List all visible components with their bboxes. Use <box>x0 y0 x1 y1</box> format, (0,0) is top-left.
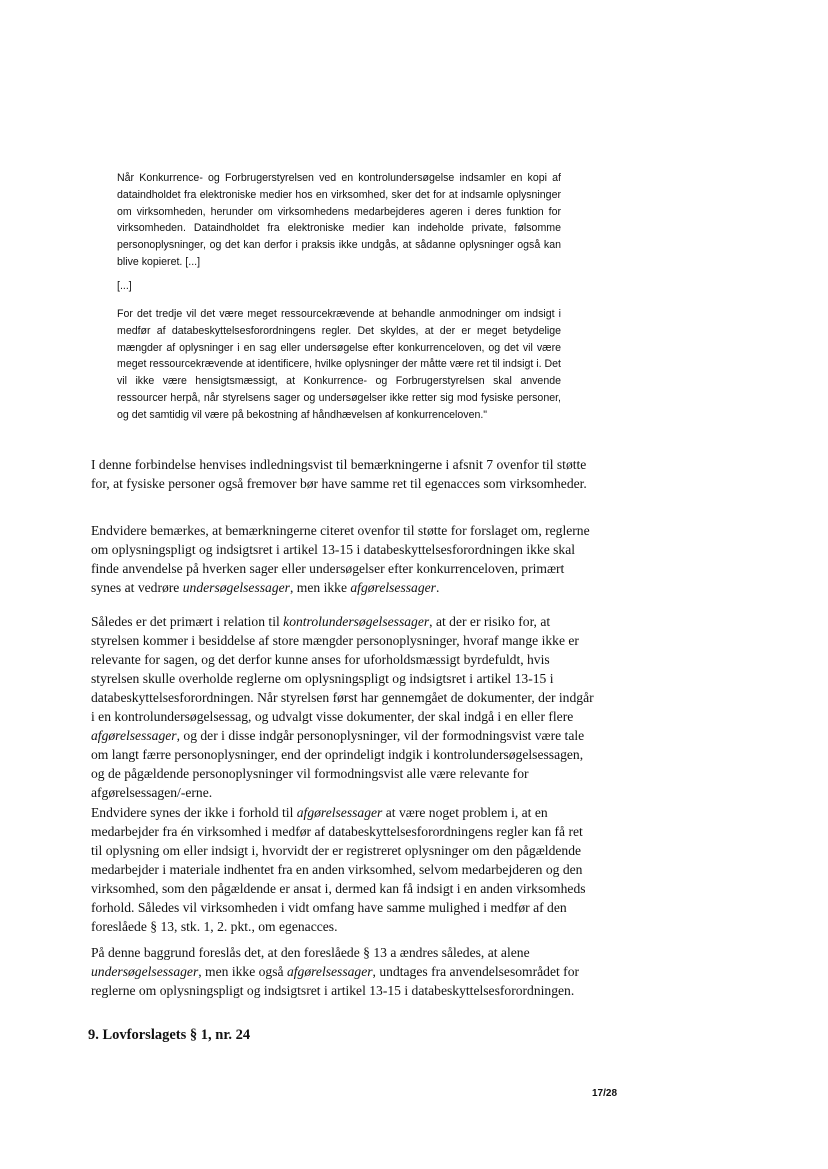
text-span: , men ikke også <box>198 964 287 979</box>
text-span: . <box>435 580 440 595</box>
section-heading: 9. Lovforslagets § 1, nr. 24 <box>88 1027 251 1043</box>
body-paragraph-5 <box>91 943 595 1000</box>
body-paragraph-2 <box>91 521 595 597</box>
quote-ellipsis: [...] <box>117 280 132 292</box>
emphasis-afgoerelsessager: afgørelsessager <box>91 728 177 743</box>
text-span: , undtages fra anvendelsesområdet for reglerne om oplysningspligt og indsigtsret i artikel 13-15 i databeskyttelsesforordningen. <box>91 964 580 998</box>
emphasis-afgoerelsessager: afgørelsessager <box>296 805 383 820</box>
text-span: Således er det primært i relation til <box>91 614 284 629</box>
text-span: at være noget problem i, at en medarbejder fra én virksomhed i medfør af databeskyttelsesforordningens regler kan få ret til oplysning om eller indsigt i, hvorvidt der er registreret oplysninger om den pågældende medarbejder i materiale indhentet fra en anden virksomhed, selvom medarbejderen og den virksomhed, som den pågældende er ansat i, dermed kan få indsigt i en anden virksomheds forhold. Således vil virksomheden i vidt omfang have samme mulighed i medfør af den foreslåede § 13, stk. 1, 2. pkt., om egenacces. <box>91 805 586 934</box>
quote-paragraph-1: Når Konkurrence- og Forbrugerstyrelsen ved en kontrolundersøgelse indsamler en kopi af dataindholdet fra elektroniske medier hos en virksomhed, sker det for at indsamle oplysninger om virksomheden, herunder om virksomhedens medarbejderes ageren i deres funktion for virksomheden. Dataindholdet fra elektroniske medier kan indeholde private, følsomme personoplysninger, og det kan derfor i praksis ikke undgås, at sådanne oplysninger også kan blive kopieret. [...] <box>117 172 561 268</box>
body-paragraph-3 <box>91 612 595 802</box>
emphasis-undersoegelsessager: undersøgelsessager <box>182 580 290 595</box>
text-span: , og der i disse indgår personoplysninger, vil der formodningsvist være tale om langt færre personoplysninger, end der oprindeligt indgik i kontrolundersøgelsessagen, og de pågældende personoplysninger vil formodningsvist alle være relevante for afgørelsessagen/-erne. <box>91 728 585 800</box>
text-span: , men ikke <box>289 580 351 595</box>
emphasis-kontrolundersoegelsessager: kontrolundersøgelsessager <box>283 614 430 629</box>
quote-paragraph-2: For det tredje vil det være meget ressourcekrævende at behandle anmodninger om indsigt i medfør af databeskyttelsesforordningens regler. Det skyldes, at der er meget betydelige mængder af oplysninger i en sag eller undersøgelse efter konkurrenceloven, og det vil være meget ressourcekrævende at identificere, hvilke oplysninger der måtte være ret til indsigt i. Det vil ikke være hensigtsmæssigt, at Konkurrence- og Forbrugerstyrelsen skal anvende ressourcer herpå, når styrelsens sager og undersøgelser ikke retter sig mod fysiske personer, og det samtidig vil være på bekostning af håndhævelsen af konkurrenceloven." <box>117 308 561 421</box>
text-span: Endvidere synes der ikke i forhold til <box>91 805 297 820</box>
text-span: , at der er risiko for, at styrelsen kommer i besiddelse af store mængder personoplysninger, hvoraf mange ikke er relevante for sagen, og det derfor kunne anses for uforholdsmæssigt byrdefuldt, hvis styrelsen skulle overholde reglerne om oplysningspligt og indsigtsret i artikel 13-15 i databeskyttelsesforordningen. Når styrelsen først har gennemgået de dokumenter, der indgår i en kontrolundersøgelsessag, og udvalgt visse dokumenter, der skal indgå i en eller flere <box>91 614 594 724</box>
text-span: Endvidere bemærkes, at bemærkningerne citeret ovenfor til støtte for forslaget om, reglerne om oplysningspligt og indsigtsret i artikel 13-15 i databeskyttelsesforordningen ikke skal finde anvendelse på hverken sager eller undersøgelser efter konkurrenceloven, primært synes at vedrøre <box>91 523 590 595</box>
emphasis-afgoerelsessager: afgørelsessager <box>350 580 436 595</box>
page-number: 17/28 <box>592 1088 618 1099</box>
text-span: På denne baggrund foreslås det, at den foreslåede § 13 a ændres således, at alene <box>91 945 530 960</box>
body-paragraph-1: I denne forbindelse henvises indledningsvist til bemærkningerne i afsnit 7 ovenfor til støtte for, at fysiske personer også fremover bør have samme ret til egenacces som virksomheder. <box>91 457 587 491</box>
body-paragraph-4 <box>91 803 595 936</box>
emphasis-afgoerelsessager: afgørelsessager <box>286 964 373 979</box>
emphasis-undersoegelsessager: undersøgelsessager <box>91 964 199 979</box>
